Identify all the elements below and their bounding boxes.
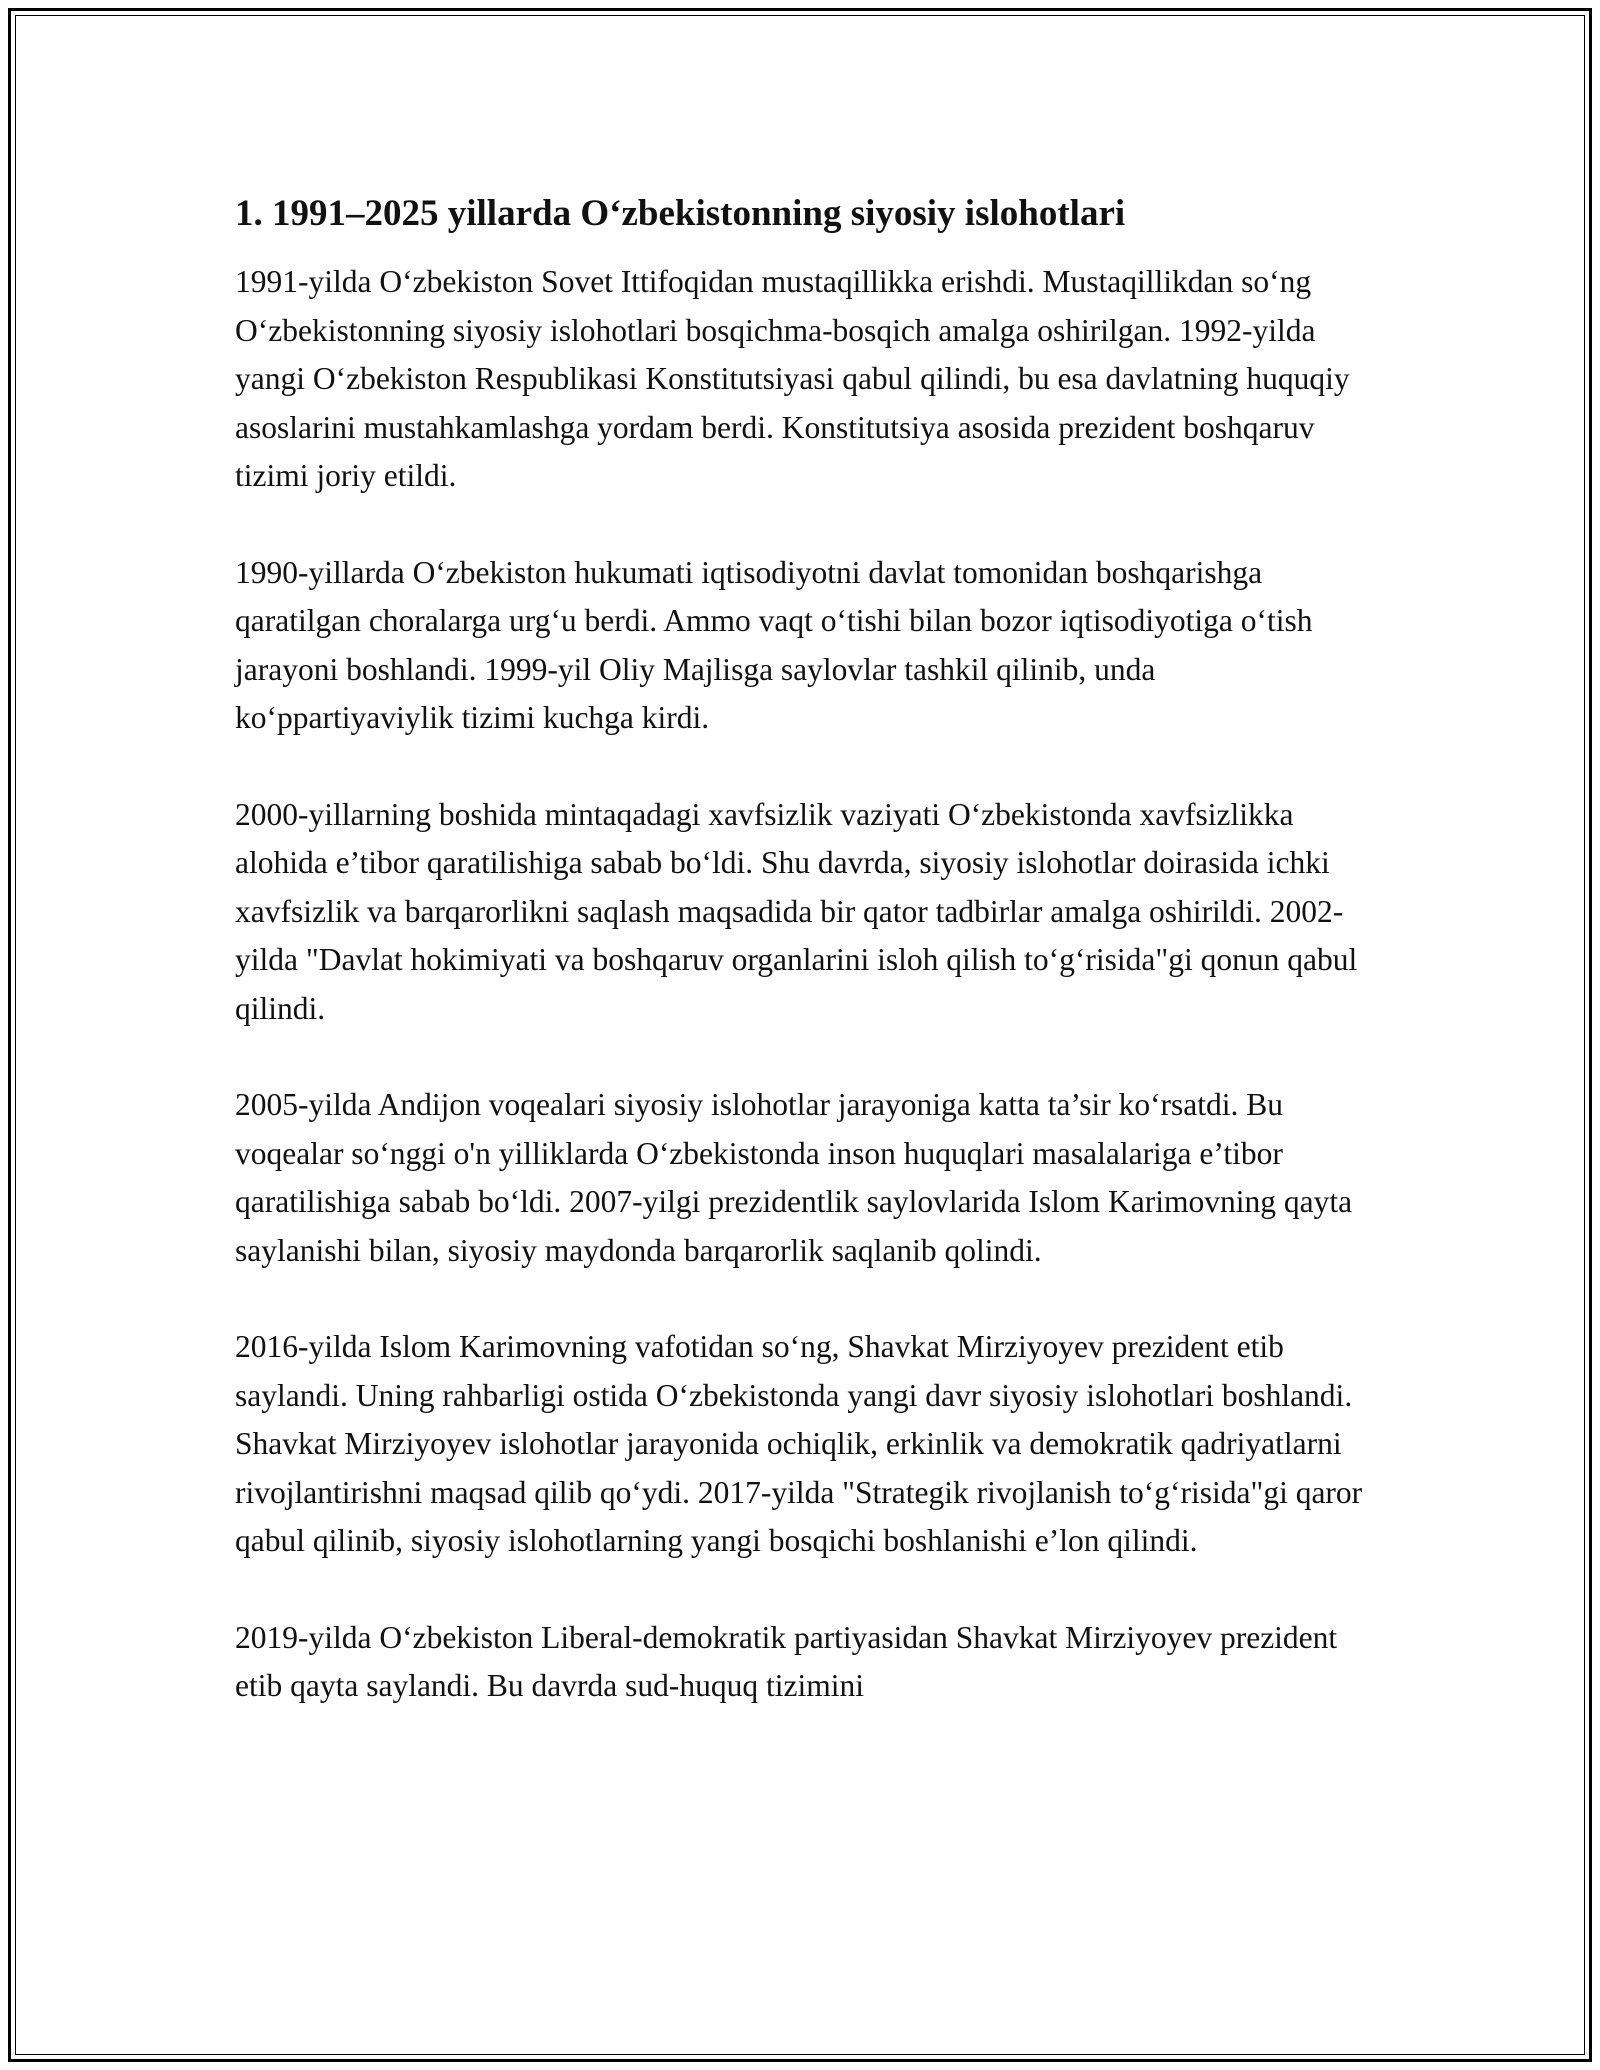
paragraph-2000s-security: 2000-yillarning boshida mintaqadagi xavfsizlik vaziyati O‘zbekistonda xavfsizlikka alohida e’tibor qaratilishiga sabab bo‘ldi. Shu davrda, siyosiy islohotlar doirasida ichki xavfsizlik va barqarorlikni saqlash maqsadida bir qator tadbirlar amalga oshirildi. 2002-yilda "Davlat hokimiyati va boshqaruv organlarini isloh qilish to‘g‘risida"gi qonun qabul qilindi. [235,796,1358,1026]
paragraph-2019-reelection: 2019-yilda O‘zbekiston Liberal-demokratik partiyasidan Shavkat Mirziyoyev prezident etib qayta saylandi. Bu davrda sud-huquq tizimini [235,1619,1338,1703]
paragraph-2005-andijan: 2005-yilda Andijon voqealari siyosiy islohotlar jarayoniga katta ta’sir ko‘rsatdi. Bu voqealar so‘nggi o'n yilliklarda O‘zbekistonda inson huquqlari masalalariga e’tibor qaratilishiga sabab bo‘ldi. 2007-yilgi prezidentlik saylovlarida Islom Karimovning qayta saylanishi bilan, siyosiy maydonda barqarorlik saqlanib qolindi. [235,1087,1353,1268]
paragraph-2016-mirziyoyev: 2016-yilda Islom Karimovning vafotidan so‘ng, Shavkat Mirziyoyev prezident etib saylandi. Uning rahbarligi ostida O‘zbekistonda yangi davr siyosiy islohotlari boshlandi. Shavkat Mirziyoyev islohotlar jarayonida ochiqlik, erkinlik va demokratik qadriyatlarni rivojlantirishni maqsad qilib qo‘ydi. 2017-yilda "Strategik rivojlanish to‘g‘risida"gi qaror qabul qilinib, siyosiy islohotlarning yangi bosqichi boshlanishi e’lon qilindi. [235,1329,1363,1558]
paragraph-1991-independence: 1991-yilda O‘zbekiston Sovet Ittifoqidan mustaqillikka erishdi. Mustaqillikdan so‘ng O‘zbekistonning siyosiy islohotlari bosqichma-bosqich amalga oshirilgan. 1992-yilda yangi O‘zbekiston Respublikasi Konstitutsiyasi qabul qilindi, bu esa davlatning huquqiy asoslarini mustahkamlashga yordam berdi. Konstitutsiya asosida prezident boshqaruv tizimi joriy etildi. [235,264,1350,493]
paragraph-1990s-economy: 1990-yillarda O‘zbekiston hukumati iqtisodiyotni davlat tomonidan boshqarishga qaratilgan choralarga urg‘u berdi. Ammo vaqt o‘tishi bilan bozor iqtisodiyotiga o‘tish jarayoni boshlandi. 1999-yil Oliy Majlisga saylovlar tashkil qilinib, unda ko‘ppartiyaviylik tizimi kuchga kirdi. [235,554,1313,735]
section-title: 1. 1991–2025 yillarda O‘zbekistonning siyosiy islohotlari [235,193,1126,234]
document-body [235,190,1375,1759]
